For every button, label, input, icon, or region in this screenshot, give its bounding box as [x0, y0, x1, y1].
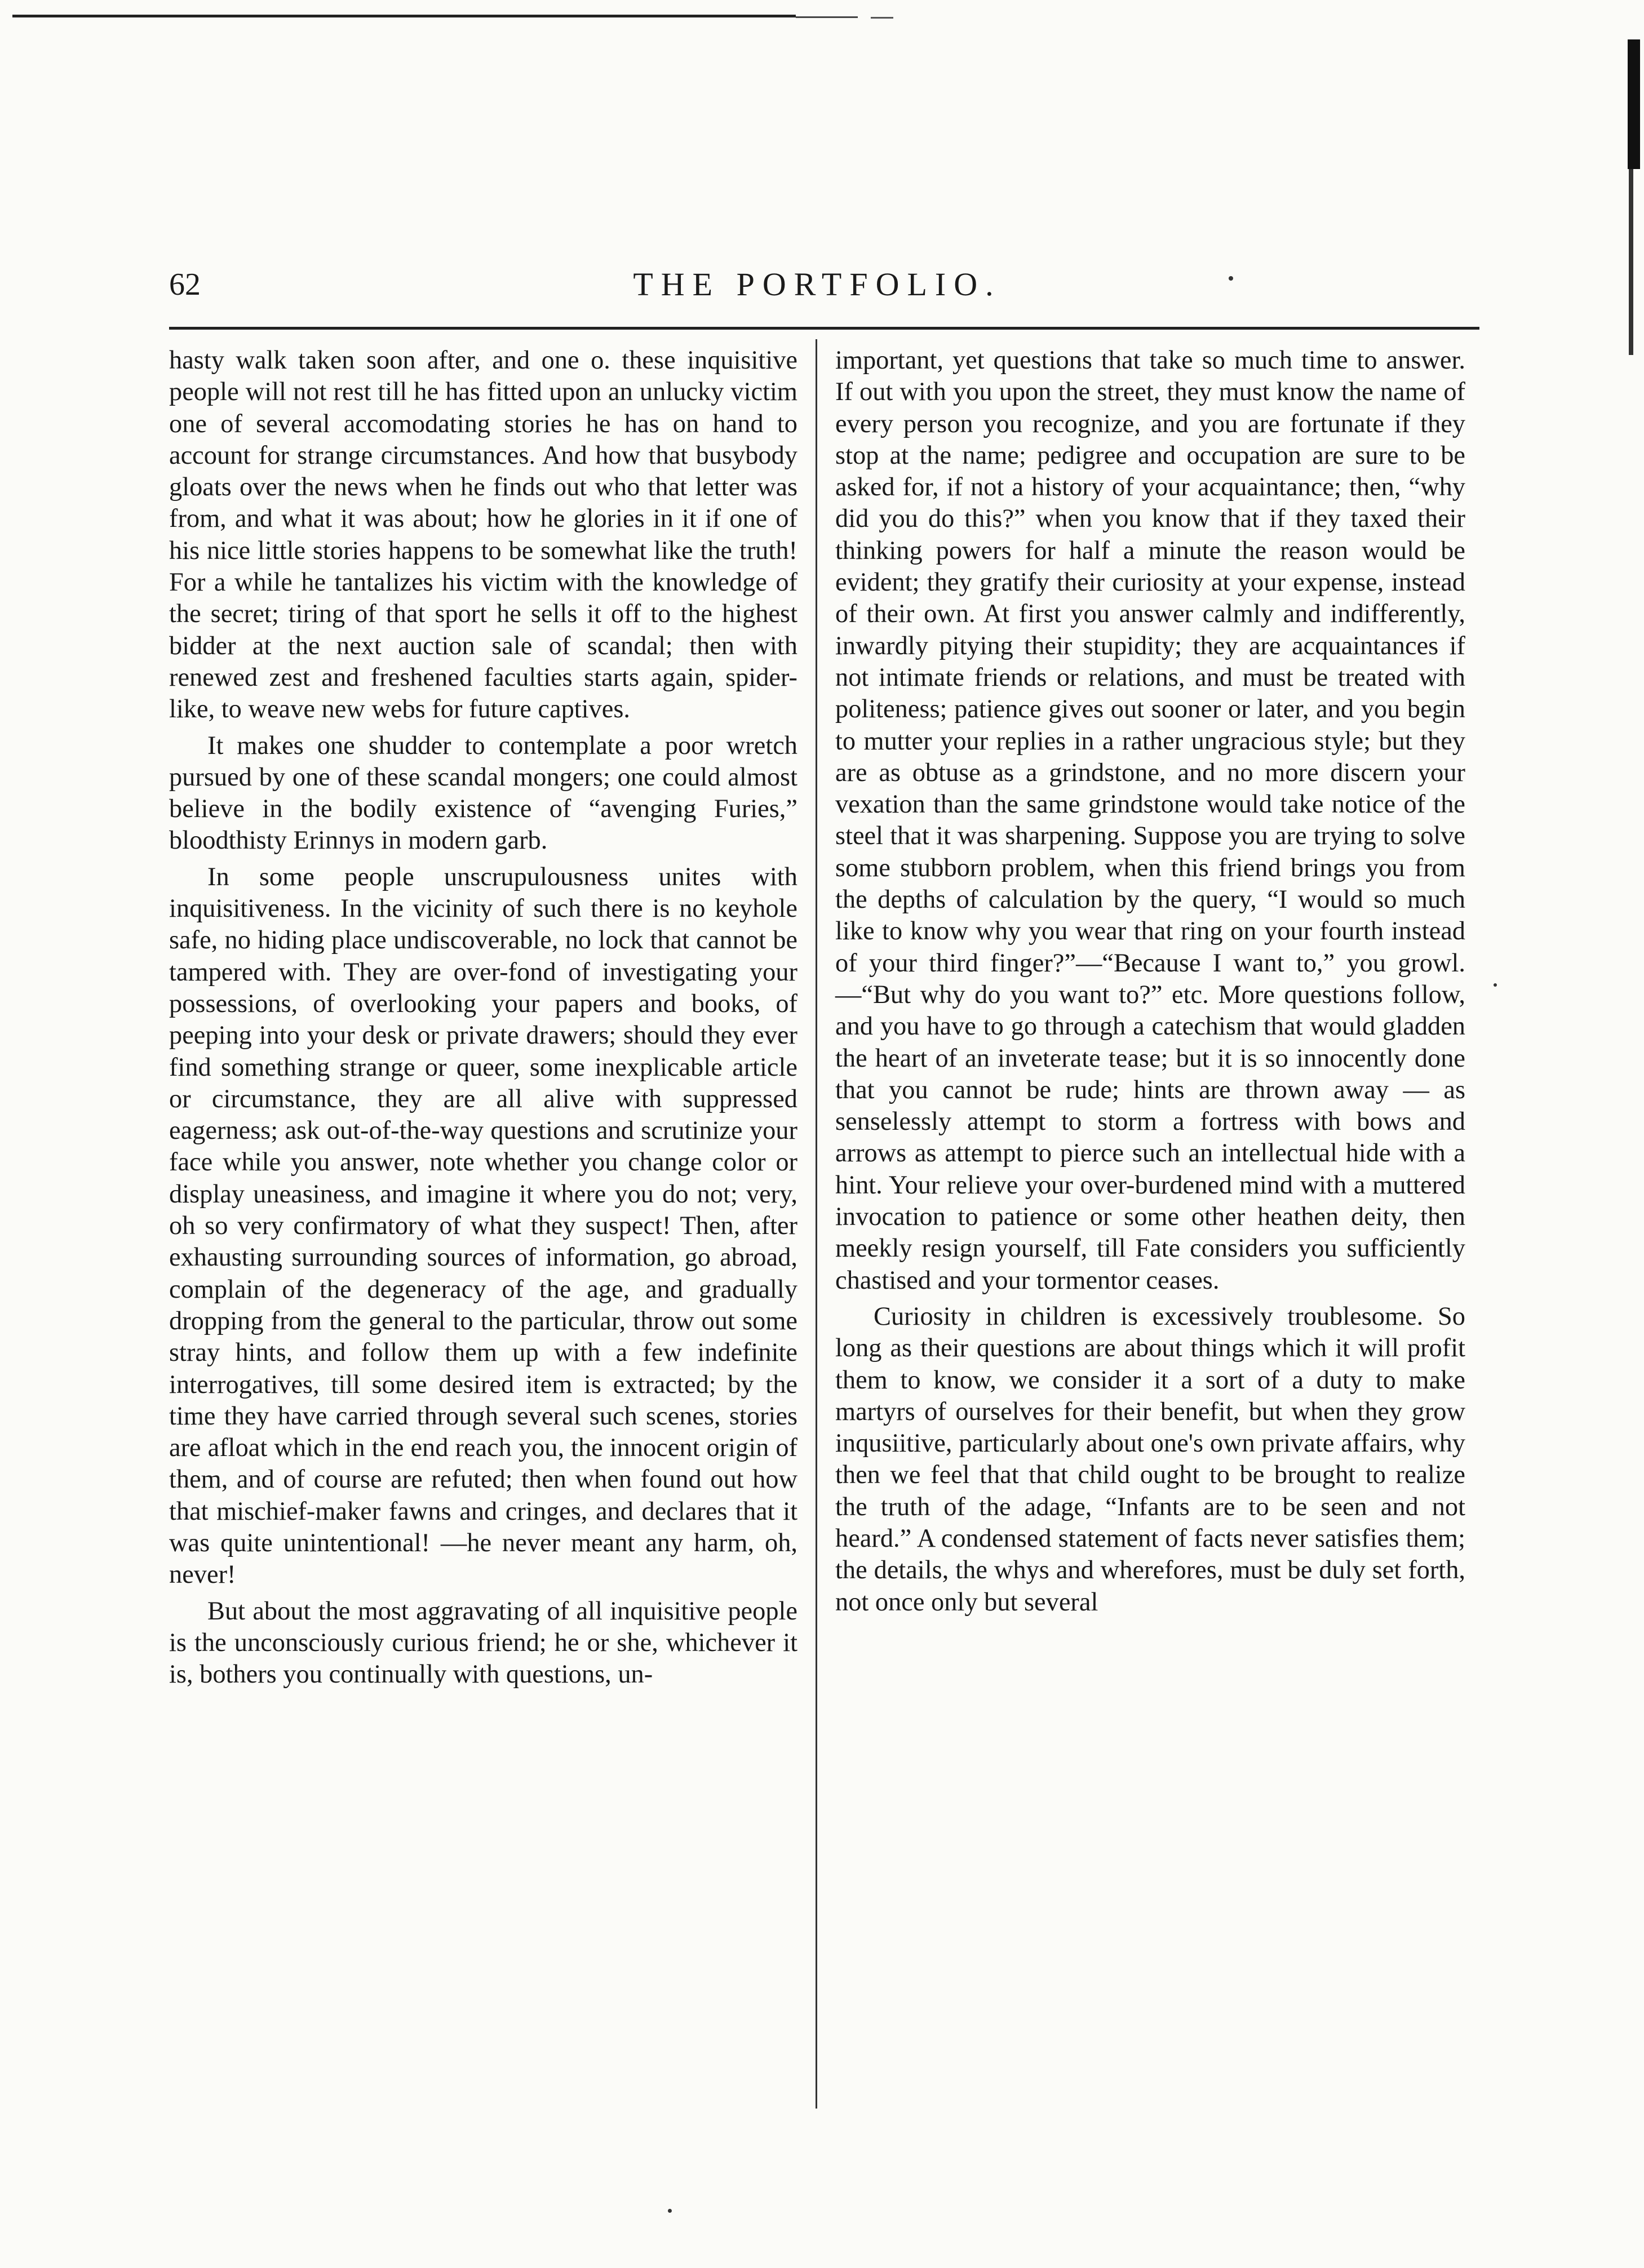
- column-divider: [816, 339, 817, 2109]
- paragraph: Curiosity in children is excessively troublesome. So long as their questions are about things which it will profit them to know, we consider it a sort of a duty to make martyrs of ourselves for their benefit, but when they grow inqusiitive, particularly about one's own private affairs, why then we feel that that child ought to be brought to realize the truth of the adage, “Infants are to be seen and not heard.” A condensed statement of facts never satisfies them; the details, the whys and wherefores, must be duly set forth, not once only but several: [835, 1302, 1465, 1617]
- paragraph: important, yet questions that take so much time to answer. If out with you upon the street, they must know the name of every person you recognize, and you are fortunate if they stop at the name; pedigree and occupation are sure to be asked for, if not a history of your acquaintance; then, “why did you do this?” when you know that if they taxed their thinking powers for half a minute the reason would be evident; they gratify their curiosity at your expense, instead of their own. At first you answer calmly and indifferently, inwardly pitying their stupidity; they are acquaintances if not intimate friends or relations, and must be treated with politeness; patience gives out sooner or later, and you begin to mutter your replies in a rather ungracious style; but they are as obtuse as a grindstone, and no more discern your vexation than the same grindstone would take notice of the steel that it was sharpening. Suppose you are trying to solve some stubborn problem, when this friend brings you from the depths of calculation by the query, “I would so much like to know why you wear that ring on your fourth instead of your third finger?”—“Because I want to,” you growl.—“But why do you want to?” etc. More questions follow, and you have to go through a catechism that would gladden the heart of an inveterate tease; but it is so innocently done that you cannot be rude; hints are thrown away — as senselessly attempt to storm a fortress with bows and arrows as attempt to pierce such an intellectual hide with a hint. Your relieve your over-burdened mind with a muttered invocation to patience or some other heathen deity, then meekly resign yourself, till Fate considers you sufficiently chastised and your tormentor ceases.: [835, 346, 1465, 1295]
- top-edge-rule-fragment: [796, 16, 858, 18]
- paragraph: In some people unscrupulousness unites with inquisitiveness. In the vicinity of such there is no keyhole safe, no hiding place undiscoverable, no lock that cannot be tampered with. They are over-fond of investigating your possessions, of overlooking your papers and books, of peeping into your desk or private drawers; should they ever find something strange or queer, some inexplicable article or circumstance, they are all alive with suppressed eagerness; ask out-of-the-way questions and scrutinize your face while you answer, note whether you change color or display uneasiness, and imagine it where you do not; very, oh so very confirmatory of what they suspect! Then, after exhausting surrounding sources of information, go abroad, complain of the degeneracy of the age, and gradually dropping from the general to the particular, throw out some stray hints, and follow them up with a few indefinite interrogatives, till some desired item is extracted; by the time they have carried through several such scenes, stories are afloat which in the end reach you, the innocent origin of them, and of course are refuted; then when found out how that mischief-maker fawns and cringes, and declares that it was quite unintentional! —he never meant any harm, oh, never!: [169, 862, 797, 1590]
- paragraph: hasty walk taken soon after, and one o. these inquisitive people will not rest till he has fitted upon an unlucky victim one of several accomodating stories he has on hand to account for strange circumstances. And how that busybody gloats over the news when he finds out who that letter was from, and what it was about; how he glories in it if one of his nice little stories happens to be somewhat like the truth! For a while he tantalizes his victim with the knowledge of the secret; tiring of that sport he sells it off to the highest bidder at the next auction sale of scandal; then with renewed zest and freshened faculties starts again, spider-like, to weave new webs for future captives.: [169, 346, 797, 724]
- page-number: 62: [169, 267, 201, 302]
- running-title: THE PORTFOLIO.: [633, 266, 1002, 303]
- print-speck: [1494, 983, 1497, 987]
- top-edge-rule: [12, 15, 796, 17]
- right-column: [835, 345, 1465, 1618]
- paragraph: It makes one shudder to contemplate a poor wretch pursued by one of these scandal mongers; one could almost believe in the bodily existence of “avenging Furies,” bloodthisty Erinnys in modern garb.: [169, 731, 797, 855]
- print-speck: [1229, 276, 1233, 281]
- top-edge-rule-fragment: [871, 17, 893, 19]
- page-edge-mark: [1629, 169, 1633, 355]
- page-edge-mark: [1628, 39, 1640, 169]
- header-rule: [169, 327, 1479, 330]
- print-speck: [668, 2209, 672, 2213]
- left-column: [169, 345, 797, 1690]
- paragraph: But about the most aggravating of all inquisitive people is the unconsciously curious friend; he or she, whichever it is, bothers you continually with questions, un-: [169, 1596, 797, 1689]
